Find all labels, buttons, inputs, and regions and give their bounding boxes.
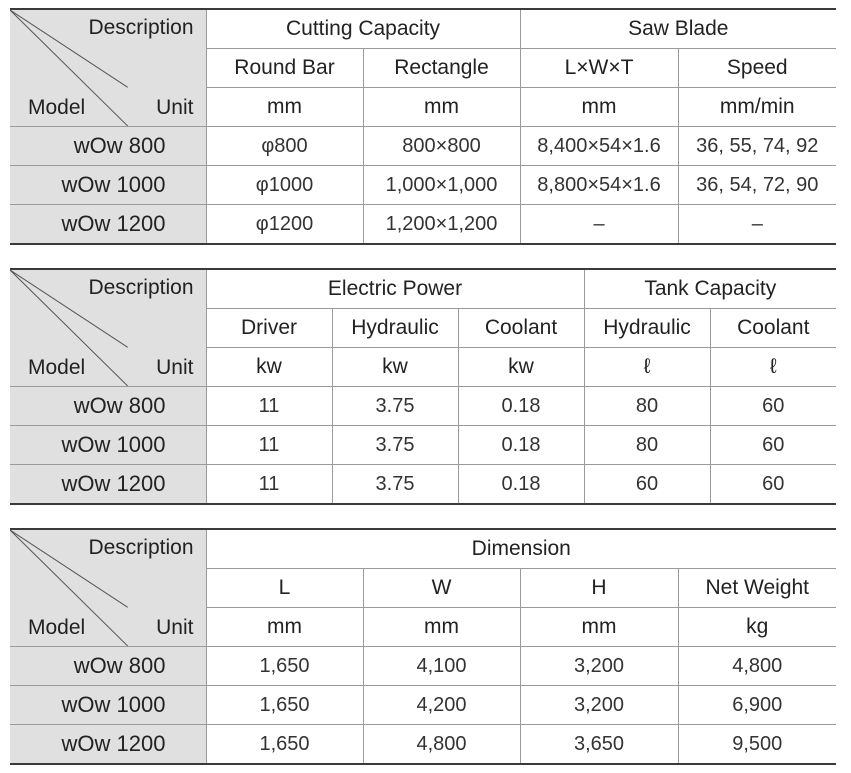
table-row xyxy=(10,205,836,245)
group-header-cutting-capacity: Cutting Capacity xyxy=(206,9,520,49)
table-row xyxy=(10,686,836,725)
model-label: Model xyxy=(28,356,86,379)
table-cell: 800×800 xyxy=(363,127,520,166)
table-cell: 0.18 xyxy=(458,465,584,505)
table-cell: 3,200 xyxy=(520,647,678,686)
table-corner-header xyxy=(10,269,206,387)
unit-cell: kw xyxy=(206,348,332,387)
table-cell: 11 xyxy=(206,387,332,426)
model-name: wOw 800 xyxy=(10,127,206,166)
unit-cell: ℓ xyxy=(710,348,836,387)
table-cell: 8,400×54×1.6 xyxy=(520,127,678,166)
table-cell: 11 xyxy=(206,426,332,465)
table-cell: 8,800×54×1.6 xyxy=(520,166,678,205)
subheader-driver: Driver xyxy=(206,309,332,348)
description-label: Description xyxy=(88,276,194,299)
group-header-tank-capacity: Tank Capacity xyxy=(584,269,836,309)
subheader-coolant: Coolant xyxy=(710,309,836,348)
unit-label: Unit xyxy=(156,616,194,639)
group-header-saw-blade: Saw Blade xyxy=(520,9,836,49)
unit-cell: mm xyxy=(520,88,678,127)
subheader-hydraulic: Hydraulic xyxy=(584,309,710,348)
table-cell: 1,650 xyxy=(206,686,363,725)
subheader-round-bar: Round Bar xyxy=(206,49,363,88)
table-cell: 60 xyxy=(710,387,836,426)
model-name: wOw 800 xyxy=(10,647,206,686)
group-header-electric-power: Electric Power xyxy=(206,269,584,309)
subheader-net-weight: Net Weight xyxy=(678,569,836,608)
description-label: Description xyxy=(88,536,194,559)
subheader-speed: Speed xyxy=(678,49,836,88)
table-cell: 80 xyxy=(584,426,710,465)
table-cell: 4,800 xyxy=(363,725,520,765)
unit-cell: kw xyxy=(458,348,584,387)
table-cell: 4,200 xyxy=(363,686,520,725)
table-cell: – xyxy=(520,205,678,245)
table-cell: – xyxy=(678,205,836,245)
table-cell: 4,100 xyxy=(363,647,520,686)
table-cell: 1,000×1,000 xyxy=(363,166,520,205)
table-row xyxy=(10,166,836,205)
group-header-dimension: Dimension xyxy=(206,529,836,569)
unit-cell: kw xyxy=(332,348,458,387)
model-name: wOw 1000 xyxy=(10,686,206,725)
table-cell: 36, 55, 74, 92 xyxy=(678,127,836,166)
subheader-width: W xyxy=(363,569,520,608)
unit-cell: ℓ xyxy=(584,348,710,387)
table-cell: 3.75 xyxy=(332,387,458,426)
table-cell: 60 xyxy=(710,426,836,465)
model-name: wOw 1000 xyxy=(10,426,206,465)
table-cell: 0.18 xyxy=(458,426,584,465)
table-cell: 60 xyxy=(710,465,836,505)
unit-cell: mm xyxy=(363,88,520,127)
unit-cell: mm xyxy=(206,608,363,647)
unit-label: Unit xyxy=(156,96,194,119)
subheader-coolant: Coolant xyxy=(458,309,584,348)
table-cell: 4,800 xyxy=(678,647,836,686)
model-label: Model xyxy=(28,96,86,119)
table-cell: 3.75 xyxy=(332,426,458,465)
table-cell: 1,650 xyxy=(206,647,363,686)
table-cell: 9,500 xyxy=(678,725,836,765)
table-row xyxy=(10,426,836,465)
unit-cell: mm xyxy=(363,608,520,647)
table-row xyxy=(10,387,836,426)
table-cell: φ1000 xyxy=(206,166,363,205)
table-cell: 36, 54, 72, 90 xyxy=(678,166,836,205)
table-cell: 6,900 xyxy=(678,686,836,725)
description-label: Description xyxy=(88,16,194,39)
table-cell: 11 xyxy=(206,465,332,505)
model-label: Model xyxy=(28,616,86,639)
table-row xyxy=(10,465,836,505)
table-corner-header xyxy=(10,529,206,647)
unit-cell: mm/min xyxy=(678,88,836,127)
subheader-length: L xyxy=(206,569,363,608)
table-cell: 1,200×1,200 xyxy=(363,205,520,245)
unit-cell: mm xyxy=(206,88,363,127)
table-cell: φ1200 xyxy=(206,205,363,245)
table-cell: 3.75 xyxy=(332,465,458,505)
subheader-rectangle: Rectangle xyxy=(363,49,520,88)
table-row xyxy=(10,725,836,765)
model-name: wOw 1200 xyxy=(10,205,206,245)
unit-cell: kg xyxy=(678,608,836,647)
table-row xyxy=(10,647,836,686)
unit-label: Unit xyxy=(156,356,194,379)
spec-table-power xyxy=(10,268,836,505)
table-cell: 60 xyxy=(584,465,710,505)
table-corner-header xyxy=(10,9,206,127)
table-cell: 3,650 xyxy=(520,725,678,765)
model-name: wOw 1200 xyxy=(10,465,206,505)
model-name: wOw 800 xyxy=(10,387,206,426)
table-cell: 1,650 xyxy=(206,725,363,765)
table-cell: φ800 xyxy=(206,127,363,166)
table-cell: 0.18 xyxy=(458,387,584,426)
subheader-height: H xyxy=(520,569,678,608)
spec-table-cutting xyxy=(10,8,836,245)
table-cell: 3,200 xyxy=(520,686,678,725)
unit-cell: mm xyxy=(520,608,678,647)
table-cell: 80 xyxy=(584,387,710,426)
model-name: wOw 1200 xyxy=(10,725,206,765)
model-name: wOw 1000 xyxy=(10,166,206,205)
subheader-hydraulic: Hydraulic xyxy=(332,309,458,348)
subheader-lwt: L×W×T xyxy=(520,49,678,88)
spec-table-dimension xyxy=(10,528,836,765)
table-row xyxy=(10,127,836,166)
